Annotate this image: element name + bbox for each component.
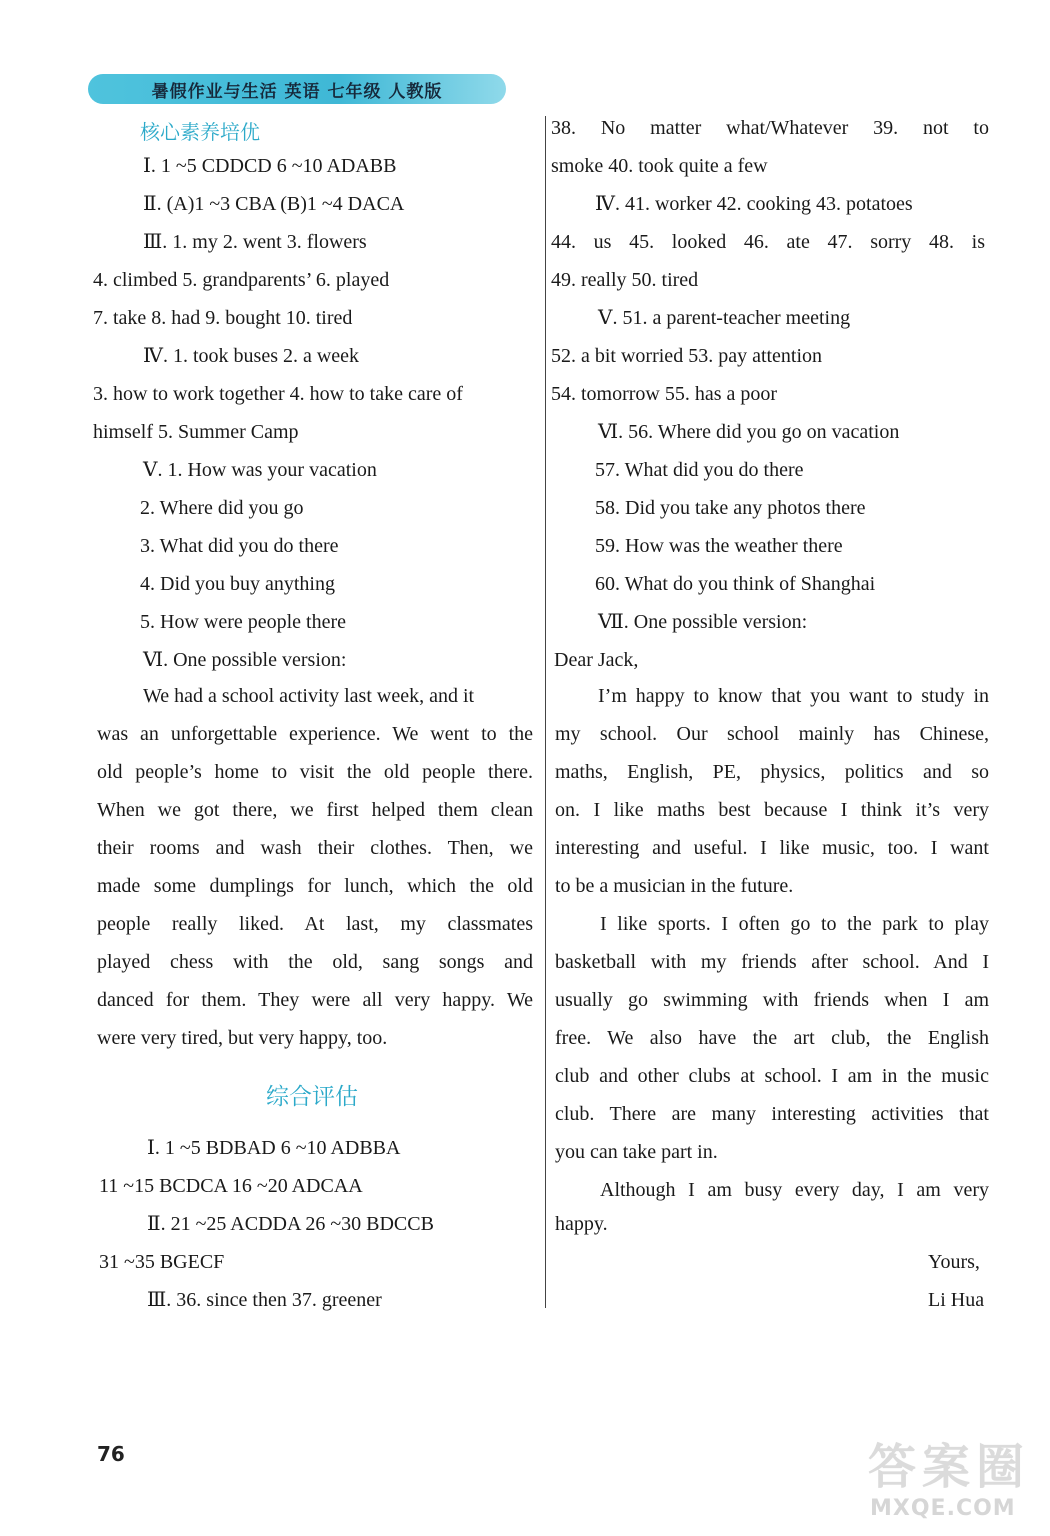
- answer-line: Ⅶ. One possible version:: [598, 611, 808, 633]
- watermark-logo: [868, 1438, 1038, 1530]
- essay-line: their rooms and wash their clothes. Then, we: [97, 837, 533, 859]
- answer-line: 44. us 45. looked 46. ate 47. sorry 48. is: [551, 231, 985, 253]
- answer-line: Ⅳ. 41. worker 42. cooking 43. potatoes: [595, 193, 913, 215]
- answer-line: 57. What did you do there: [595, 459, 804, 481]
- letter-line: free. We also have the art club, the English: [555, 1027, 989, 1049]
- letter-salutation: Dear Jack,: [554, 649, 639, 671]
- answer-line: Ⅱ. 21 ~25 ACDDA 26 ~30 BDCCB: [147, 1213, 434, 1235]
- answer-line: smoke 40. took quite a few: [551, 155, 768, 177]
- essay-line: We had a school activity last week, and it: [143, 685, 475, 707]
- answer-line: 60. What do you think of Shanghai: [595, 573, 876, 595]
- answer-line: 4. Did you buy anything: [140, 573, 335, 595]
- letter-line: club. There are many interesting activities that: [555, 1103, 989, 1125]
- answer-line: 3. how to work together 4. how to take care of: [93, 383, 463, 405]
- answer-line: 2. Where did you go: [140, 497, 304, 519]
- page-number: 76: [97, 1442, 125, 1466]
- answer-line: Ⅴ. 1. How was your vacation: [143, 459, 377, 481]
- section-title-core: 核心素养培优: [140, 120, 260, 144]
- letter-line: you can take part in.: [555, 1141, 718, 1163]
- essay-line: When we got there, we first helped them clean: [97, 799, 533, 821]
- answer-line: 49. really 50. tired: [551, 269, 699, 291]
- answer-line: 3. What did you do there: [140, 535, 339, 557]
- answer-line: Ⅲ. 36. since then 37. greener: [147, 1289, 382, 1311]
- answer-line: himself 5. Summer Camp: [93, 421, 299, 443]
- watermark-url: MXQE.COM: [870, 1496, 1016, 1521]
- letter-line: club and other clubs at school. I am in the music: [555, 1065, 989, 1087]
- answer-line: Ⅳ. 1. took buses 2. a week: [143, 345, 360, 367]
- answer-line: 11 ~15 BCDCA 16 ~20 ADCAA: [99, 1175, 363, 1197]
- answer-line: Ⅰ. 1 ~5 CDDCD 6 ~10 ADABB: [143, 155, 397, 177]
- letter-line: happy.: [555, 1213, 608, 1235]
- letter-line: basketball with my friends after school. And I: [555, 951, 989, 973]
- essay-line: people really liked. At last, my classmates: [97, 913, 533, 935]
- letter-line: maths, English, PE, physics, politics and so: [555, 761, 989, 783]
- answer-line: 52. a bit worried 53. pay attention: [551, 345, 823, 367]
- answer-line: 4. climbed 5. grandparents’ 6. played: [93, 269, 390, 291]
- answer-line: 31 ~35 BGECF: [99, 1251, 225, 1273]
- answer-line: 54. tomorrow 55. has a poor: [551, 383, 778, 405]
- answer-line: Ⅱ. (A)1 ~3 CBA (B)1 ~4 DACA: [143, 193, 405, 215]
- letter-line: my school. Our school mainly has Chinese,: [555, 723, 989, 745]
- header-banner: 暑假作业与生活 英语 七年级 人教版: [88, 74, 506, 104]
- letter-line: Although I am busy every day, I am very: [600, 1179, 989, 1201]
- answer-line: 59. How was the weather there: [595, 535, 843, 557]
- essay-line: old people’s home to visit the old people there.: [97, 761, 533, 783]
- letter-line: I’m happy to know that you want to study in: [598, 685, 989, 707]
- essay-line: made some dumplings for lunch, which the old: [97, 875, 533, 897]
- letter-line: on. I like maths best because I think it’s very: [555, 799, 989, 821]
- essay-line: was an unforgettable experience. We went to the: [97, 723, 533, 745]
- answer-line: 38. No matter what/Whatever 39. not to: [551, 117, 989, 139]
- answer-line: 58. Did you take any photos there: [595, 497, 866, 519]
- letter-line: usually go swimming with friends when I am: [555, 989, 989, 1011]
- answer-line: Ⅰ. 1 ~5 BDBAD 6 ~10 ADBBA: [147, 1137, 401, 1159]
- letter-closing: Yours,: [928, 1251, 980, 1273]
- column-divider: [545, 116, 546, 1308]
- watermark-text: 答案圈: [868, 1439, 1031, 1495]
- essay-line: played chess with the old, sang songs and: [97, 951, 533, 973]
- answer-line: 5. How were people there: [140, 611, 347, 633]
- answer-line: Ⅵ. 56. Where did you go on vacation: [598, 421, 900, 443]
- answer-line: Ⅵ. One possible version:: [143, 649, 347, 671]
- letter-line: I like sports. I often go to the park to play: [600, 913, 989, 935]
- answer-line: Ⅴ. 51. a parent-teacher meeting: [598, 307, 851, 329]
- answer-line: Ⅲ. 1. my 2. went 3. flowers: [143, 231, 367, 253]
- section-title-assessment: 综合评估: [266, 1084, 358, 1110]
- letter-line: interesting and useful. I like music, too. I want: [555, 837, 989, 859]
- answer-line: 7. take 8. had 9. bought 10. tired: [93, 307, 353, 329]
- letter-line: to be a musician in the future.: [555, 875, 794, 897]
- essay-line: danced for them. They were all very happy. We: [97, 989, 533, 1011]
- essay-line: were very tired, but very happy, too.: [97, 1027, 388, 1049]
- letter-signature: Li Hua: [928, 1289, 985, 1311]
